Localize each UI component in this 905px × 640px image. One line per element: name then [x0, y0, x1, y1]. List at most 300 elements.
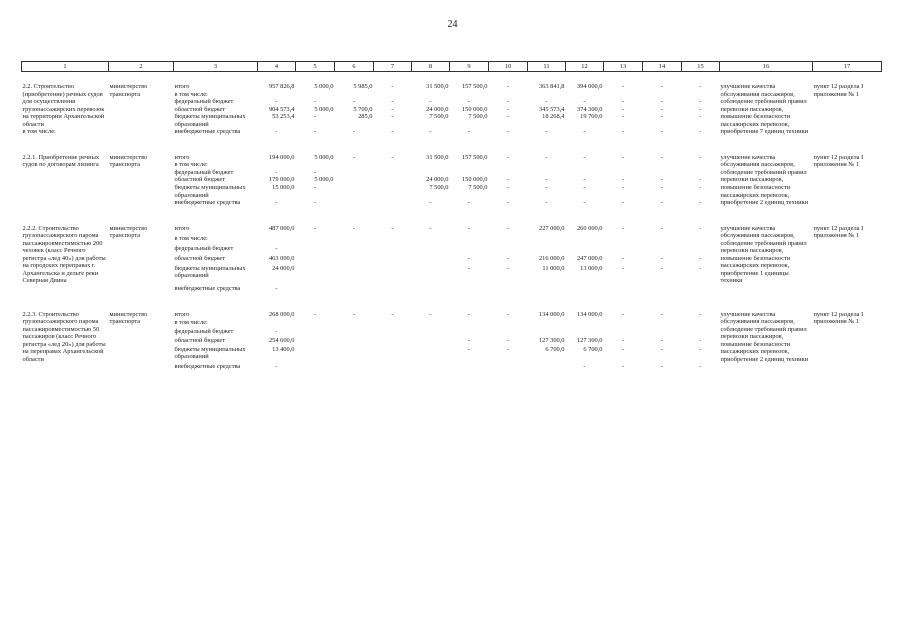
funding-source: итого: [174, 153, 190, 161]
value-cell: -: [583, 176, 586, 184]
value-cell: -: [506, 184, 510, 192]
value-cell: [335, 346, 374, 364]
value-cell: [374, 184, 412, 199]
value-cell: -: [429, 224, 432, 232]
value-cell: [296, 161, 335, 169]
value-cell: -: [391, 153, 394, 161]
value-cell: [604, 245, 643, 255]
column-number: 11: [528, 62, 566, 72]
value-cell: -: [699, 98, 702, 106]
value-cell: [604, 161, 643, 169]
value-cell: -: [699, 199, 702, 207]
reference: пункт 12 раздела I приложения № 1: [813, 224, 864, 240]
funding-source: областной бюджет: [174, 105, 225, 113]
value-cell: -: [391, 83, 394, 90]
value-cell: 6 700,0: [545, 345, 565, 353]
value-cell: -: [660, 264, 664, 272]
value-cell: -: [660, 254, 664, 262]
value-cell: [296, 255, 335, 265]
value-cell: 7 500,0: [429, 113, 449, 121]
value-cell: [296, 235, 335, 245]
value-cell: -: [391, 224, 394, 232]
value-cell: -: [506, 153, 510, 161]
value-cell: [528, 235, 566, 245]
value-cell: -: [429, 98, 432, 106]
funding-source: областной бюджет: [174, 176, 225, 184]
reference: пункт 12 раздела I приложения № 1: [813, 310, 864, 326]
value-cell: -: [621, 176, 625, 184]
value-cell: -: [621, 184, 625, 192]
value-cell: -: [621, 224, 625, 232]
header-spacer: [22, 72, 882, 84]
value-cell: -: [621, 98, 625, 106]
value-cell: [412, 169, 450, 177]
value-cell: [682, 328, 720, 337]
value-cell: -: [506, 254, 510, 262]
value-cell: -: [506, 98, 510, 106]
value-cell: [412, 235, 450, 245]
column-number: 6: [335, 62, 374, 72]
value-cell: [374, 363, 412, 371]
value-cell: 134 000,0: [576, 310, 603, 318]
value-cell: 216 000,0: [538, 254, 565, 262]
measure-title: 2.2.1. Приобретение речных судов по договорам лизинга: [22, 153, 100, 169]
executor: министерство транспорта: [109, 153, 148, 169]
executor: министерство транспорта: [109, 83, 148, 98]
expected-result: улучшение качества обслуживания пассажиров, соблюдение требований правил перевозки пассажиров, повышение безопасности пассажирских перевозок, приобретение 2 единиц техники: [720, 153, 809, 207]
value-cell: 5 000,0: [314, 153, 334, 161]
value-cell: -: [699, 105, 702, 113]
value-cell: -: [545, 98, 548, 106]
value-cell: -: [660, 128, 664, 136]
value-cell: -: [545, 176, 548, 184]
value-cell: -: [467, 310, 471, 318]
value-cell: -: [506, 199, 510, 207]
value-cell: [528, 285, 566, 293]
value-cell: -: [545, 199, 548, 207]
value-cell: -: [275, 328, 278, 336]
value-cell: -: [583, 128, 586, 136]
value-cell: [682, 169, 720, 177]
value-cell: -: [467, 128, 471, 136]
value-cell: [296, 363, 335, 371]
table-row: [22, 154, 882, 162]
value-cell: [374, 91, 412, 99]
value-cell: -: [699, 176, 702, 184]
value-cell: 463 000,0: [268, 254, 295, 262]
expected-result: улучшение качества обслуживания пассажиров, соблюдение требований правил перевозки пассажиров, повышение безопасности пассажирских перевозок, приобретение 2 единиц техники: [720, 310, 809, 363]
value-cell: -: [660, 199, 664, 207]
value-cell: [604, 235, 643, 245]
value-cell: -: [699, 153, 702, 161]
value-cell: -: [621, 336, 625, 344]
value-cell: 374 300,0: [576, 105, 603, 113]
value-cell: -: [583, 199, 586, 207]
value-cell: -: [660, 105, 664, 113]
value-cell: [643, 319, 682, 328]
value-cell: -: [660, 224, 664, 232]
value-cell: -: [621, 113, 625, 121]
column-number: 16: [720, 62, 813, 72]
value-cell: -: [699, 184, 702, 192]
value-cell: [374, 245, 412, 255]
value-cell: [489, 169, 528, 177]
value-cell: [643, 161, 682, 169]
funding-source: внебюджетные средства: [174, 199, 241, 207]
value-cell: [682, 319, 720, 328]
value-cell: [258, 161, 296, 169]
value-cell: [296, 245, 335, 255]
value-cell: 260 000,0: [576, 224, 603, 232]
value-cell: [450, 91, 489, 99]
value-cell: -: [313, 310, 317, 318]
column-number: 15: [682, 62, 720, 72]
value-cell: 15 000,0: [272, 184, 295, 192]
value-cell: [335, 176, 374, 184]
column-number: 7: [374, 62, 412, 72]
reference: пункт 12 раздела I приложения № 1: [813, 153, 864, 169]
value-cell: [450, 169, 489, 177]
value-cell: [528, 245, 566, 255]
value-cell: -: [352, 310, 356, 318]
value-cell: -: [313, 184, 317, 192]
value-cell: 127 300,0: [538, 336, 565, 344]
value-cell: -: [699, 345, 702, 353]
value-cell: -: [621, 310, 625, 318]
value-cell: [374, 337, 412, 346]
value-cell: [450, 245, 489, 255]
value-cell: -: [313, 113, 317, 121]
table-row: [22, 225, 882, 235]
value-cell: [489, 319, 528, 328]
value-cell: -: [275, 285, 278, 293]
value-cell: [604, 169, 643, 177]
value-cell: -: [506, 105, 510, 113]
value-cell: [374, 161, 412, 169]
value-cell: -: [699, 363, 702, 371]
value-cell: 345 573,4: [538, 105, 565, 113]
value-cell: 179 000,0: [268, 176, 295, 184]
value-cell: [374, 346, 412, 364]
value-cell: [412, 285, 450, 293]
value-cell: [335, 255, 374, 265]
value-cell: 19 700,0: [580, 113, 603, 121]
value-cell: -: [467, 98, 471, 106]
column-number: 4: [258, 62, 296, 72]
funding-source: областной бюджет: [174, 336, 225, 344]
column-number: 2: [109, 62, 174, 72]
value-cell: [412, 91, 450, 99]
value-cell: [335, 91, 374, 99]
value-cell: -: [660, 345, 664, 353]
column-number: 17: [813, 62, 882, 72]
value-cell: 268 000,0: [268, 310, 295, 318]
executor: министерство транспорта: [109, 310, 148, 326]
measure-note: в том числе:: [22, 128, 56, 136]
reference: пункт 12 раздела I приложения № 1: [813, 83, 864, 98]
value-cell: -: [660, 153, 664, 161]
value-cell: [566, 235, 604, 245]
value-cell: -: [467, 264, 471, 272]
value-cell: [335, 265, 374, 285]
value-cell: -: [352, 224, 356, 232]
value-cell: [528, 91, 566, 99]
value-cell: [296, 319, 335, 328]
column-number: 9: [450, 62, 489, 72]
value-cell: -: [391, 105, 394, 113]
value-cell: 150 000,0: [461, 176, 488, 184]
value-cell: -: [621, 83, 625, 90]
value-cell: -: [275, 199, 278, 207]
value-cell: [528, 328, 566, 337]
funding-source: в том числе:: [174, 90, 208, 98]
value-cell: 194 000,0: [268, 153, 295, 161]
value-cell: -: [660, 113, 664, 121]
value-cell: [604, 319, 643, 328]
value-cell: [528, 319, 566, 328]
value-cell: 904 573,4: [268, 105, 295, 113]
value-cell: 53 253,4: [272, 113, 295, 121]
value-cell: 227 000,0: [538, 224, 565, 232]
column-number: 12: [566, 62, 604, 72]
table-row: [22, 83, 882, 91]
value-cell: [412, 255, 450, 265]
value-cell: 31 500,0: [426, 153, 449, 161]
value-cell: [412, 265, 450, 285]
value-cell: -: [275, 363, 278, 371]
value-cell: 5 700,0: [353, 105, 373, 113]
expected-result: улучшение качества обслуживания пассажиров, соблюдение требований правил перевозки пассажиров, повышение безопасности пассажирских перевозок, приобретение 7 единиц техники: [720, 83, 809, 136]
value-cell: [335, 363, 374, 371]
funding-source: федеральный бюджет: [174, 244, 234, 252]
value-cell: -: [429, 199, 432, 207]
value-cell: [643, 235, 682, 245]
value-cell: [566, 319, 604, 328]
value-cell: 5 985,0: [353, 83, 373, 90]
value-cell: 18 268,4: [542, 113, 565, 121]
value-cell: [450, 363, 489, 371]
value-cell: -: [506, 176, 510, 184]
value-cell: -: [621, 199, 625, 207]
value-cell: 957 826,8: [268, 83, 295, 90]
value-cell: [450, 328, 489, 337]
value-cell: 127 300,0: [576, 336, 603, 344]
value-cell: [412, 363, 450, 371]
value-cell: 487 000,0: [268, 224, 295, 232]
value-cell: -: [699, 310, 702, 318]
value-cell: -: [467, 224, 471, 232]
value-cell: [412, 245, 450, 255]
value-cell: -: [545, 184, 548, 192]
funding-source: бюджеты муниципальных образований: [174, 113, 246, 128]
value-cell: [682, 235, 720, 245]
value-cell: -: [275, 98, 278, 106]
value-cell: [296, 265, 335, 285]
value-cell: [489, 363, 528, 371]
value-cell: 5 000,0: [314, 83, 334, 90]
value-cell: -: [621, 153, 625, 161]
value-cell: 285,0: [358, 113, 373, 121]
value-cell: -: [313, 128, 317, 136]
value-cell: -: [506, 83, 510, 90]
value-cell: [528, 363, 566, 371]
measure-title: 2.2.3. Строительство грузопассажирского парома пассажировместимостью 50 пассажиров (класс Речного регистра «лед 20») для работы на переправах Архангельской области: [22, 310, 106, 363]
value-cell: [335, 328, 374, 337]
measure-title: 2.2.2. Строительство грузопассажирского парома пассажировместимостью 200 человек (класс Речного регистра «лед 40») для работы на городских переправах г. Архангельска и дельте реки Северная Двина: [22, 224, 106, 285]
value-cell: [450, 235, 489, 245]
value-cell: [296, 337, 335, 346]
value-cell: [412, 161, 450, 169]
value-cell: [335, 184, 374, 199]
expected-result: улучшение качества обслуживания пассажиров, соблюдение требований правил перевозки пассажиров, повышение безопасности пассажирских перевозок, приобретение 1 единицы техники: [720, 224, 807, 285]
value-cell: 24 000,0: [426, 176, 449, 184]
value-cell: -: [506, 113, 510, 121]
value-cell: 24 000,0: [426, 105, 449, 113]
value-cell: [335, 161, 374, 169]
value-cell: -: [699, 336, 702, 344]
value-cell: 24 000,0: [272, 264, 295, 272]
value-cell: [335, 245, 374, 255]
value-cell: 7 500,0: [429, 184, 449, 192]
funding-source: внебюджетные средства: [174, 128, 241, 136]
value-cell: [528, 169, 566, 177]
funding-source: федеральный бюджет: [174, 328, 234, 336]
value-cell: [335, 285, 374, 293]
funding-source: внебюджетные средства: [174, 285, 241, 293]
value-cell: [604, 91, 643, 99]
value-cell: -: [391, 113, 394, 121]
value-cell: -: [429, 128, 432, 136]
value-cell: [489, 161, 528, 169]
value-cell: [335, 337, 374, 346]
funding-source: бюджеты муниципальных образований: [174, 184, 246, 199]
value-cell: 13 400,0: [272, 345, 295, 353]
value-cell: 134 000,0: [538, 310, 565, 318]
value-cell: -: [660, 184, 664, 192]
value-cell: -: [545, 153, 548, 161]
value-cell: -: [506, 224, 510, 232]
value-cell: [566, 91, 604, 99]
column-number: 3: [174, 62, 258, 72]
value-cell: -: [699, 83, 702, 90]
group-spacer: [22, 293, 882, 311]
value-cell: [528, 161, 566, 169]
value-cell: 31 500,0: [426, 83, 449, 90]
value-cell: -: [352, 153, 356, 161]
value-cell: -: [275, 128, 278, 136]
value-cell: -: [699, 224, 702, 232]
value-cell: [682, 161, 720, 169]
value-cell: -: [506, 264, 510, 272]
value-cell: 7 500,0: [468, 113, 488, 121]
value-cell: [374, 285, 412, 293]
value-cell: [412, 319, 450, 328]
funding-source: итого: [174, 310, 190, 318]
value-cell: -: [467, 336, 471, 344]
value-cell: 13 000,0: [580, 264, 603, 272]
value-cell: -: [660, 336, 664, 344]
value-cell: -: [699, 254, 702, 262]
value-cell: [412, 337, 450, 346]
funding-source: внебюджетные средства: [174, 363, 241, 371]
value-cell: -: [391, 310, 394, 318]
value-cell: [374, 176, 412, 184]
value-cell: 254 600,0: [268, 336, 295, 344]
value-cell: 11 000,0: [542, 264, 565, 272]
measure-title: 2.2. Строительство (приобретение) речных судов для осуществления грузопассажирских перевозок на территории Архангельской области: [22, 83, 105, 128]
table-row: [22, 311, 882, 320]
value-cell: [489, 328, 528, 337]
group-spacer: [22, 136, 882, 154]
value-cell: [374, 235, 412, 245]
value-cell: -: [660, 363, 664, 371]
value-cell: [643, 245, 682, 255]
value-cell: -: [313, 224, 317, 232]
value-cell: [604, 328, 643, 337]
value-cell: [566, 161, 604, 169]
column-number-row: [22, 62, 882, 72]
value-cell: 7 500,0: [468, 184, 488, 192]
value-cell: [374, 265, 412, 285]
value-cell: [335, 199, 374, 207]
value-cell: 394 000,0: [576, 83, 603, 90]
value-cell: -: [391, 128, 394, 136]
value-cell: [335, 169, 374, 177]
value-cell: [643, 169, 682, 177]
value-cell: -: [621, 264, 625, 272]
value-cell: 247 000,0: [576, 254, 603, 262]
value-cell: -: [660, 83, 664, 90]
value-cell: -: [352, 98, 356, 106]
value-cell: -: [583, 363, 586, 371]
value-cell: [682, 91, 720, 99]
value-cell: [258, 91, 296, 99]
value-cell: [566, 245, 604, 255]
funding-source: в том числе:: [174, 319, 208, 327]
funding-source: областной бюджет: [174, 254, 225, 262]
value-cell: -: [660, 98, 664, 106]
value-cell: -: [699, 264, 702, 272]
value-cell: -: [621, 345, 625, 353]
value-cell: [566, 285, 604, 293]
value-cell: [643, 91, 682, 99]
measure-note: [22, 285, 109, 293]
value-cell: [374, 199, 412, 207]
value-cell: [296, 346, 335, 364]
column-number: 14: [643, 62, 682, 72]
value-cell: [643, 285, 682, 293]
value-cell: [335, 235, 374, 245]
value-cell: [296, 91, 335, 99]
measure-note: [22, 199, 109, 207]
value-cell: -: [660, 176, 664, 184]
page-number: 24: [447, 19, 458, 30]
value-cell: -: [313, 98, 317, 106]
value-cell: [296, 328, 335, 337]
column-number: 13: [604, 62, 643, 72]
value-cell: -: [621, 128, 625, 136]
value-cell: [412, 328, 450, 337]
value-cell: -: [506, 336, 510, 344]
value-cell: -: [621, 363, 625, 371]
value-cell: -: [506, 310, 510, 318]
value-cell: [489, 285, 528, 293]
value-cell: -: [275, 168, 278, 176]
value-cell: -: [352, 128, 356, 136]
value-cell: [682, 245, 720, 255]
value-cell: 150 000,0: [461, 105, 488, 113]
funding-source: федеральный бюджет: [174, 98, 234, 106]
